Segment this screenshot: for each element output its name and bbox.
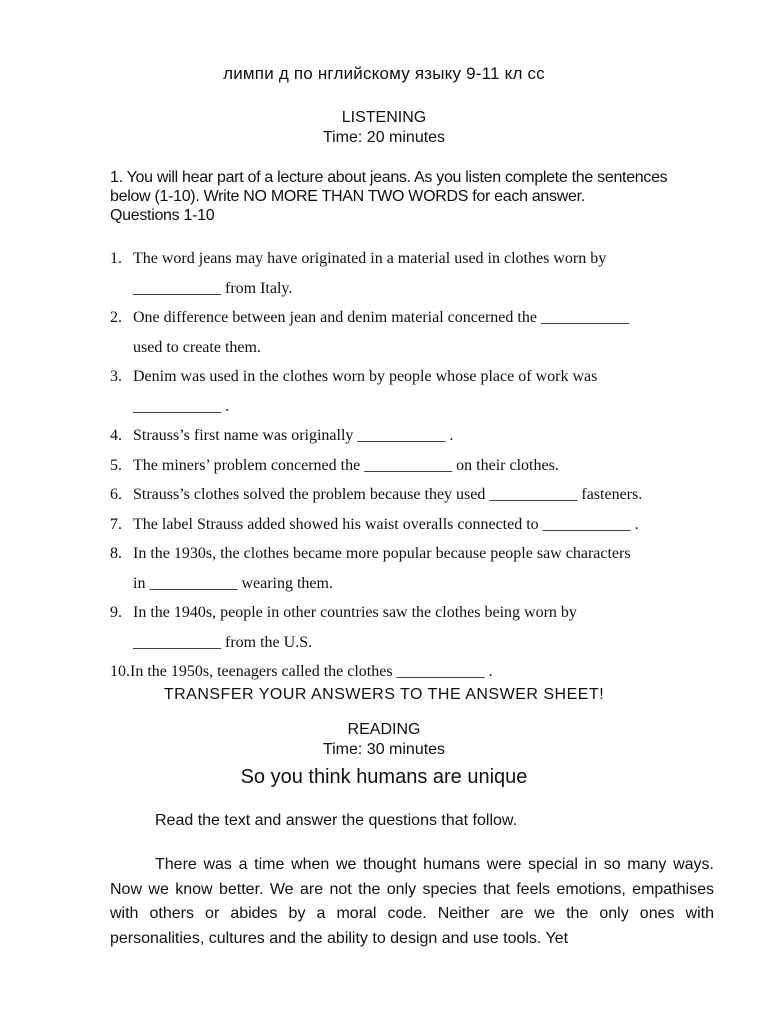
- question-line: In the 1940s, people in other countries saw the clothes being worn by: [133, 604, 577, 621]
- question-number: 4.: [110, 427, 122, 444]
- question-text: [133, 598, 714, 657]
- question-item: [110, 421, 714, 451]
- task-instructions: 1. You will hear part of a lecture about jeans. As you listen complete the sentences below (1-10). Write NO MORE THAN TWO WORDS for each answer.: [110, 169, 668, 205]
- question-text: [133, 244, 714, 303]
- question-line: In the 1930s, the clothes became more popular because people saw characters: [133, 545, 631, 562]
- question-line: One difference between jean and denim material concerned the ___________: [133, 309, 629, 326]
- question-line: The word jeans may have originated in a material used in clothes worn by: [133, 250, 607, 267]
- text-title: So you think humans are unique: [240, 766, 528, 788]
- reading-paragraph: There was a time when we thought humans were special in so many ways. Now we know better. We are not the only species that feels emotions, empathises with others or abides by a moral code. Neither are we the only ones with personalities, cultures and the ability to design and use tools. Yet: [110, 856, 714, 947]
- question-text: In the 1950s, teenagers called the clothes ___________ .: [130, 663, 493, 680]
- question-item: [110, 539, 714, 598]
- questions-label: Questions 1-10: [110, 207, 215, 224]
- question-line: ___________ .: [133, 397, 229, 415]
- listening-title: LISTENING: [341, 109, 427, 126]
- question-number: 10.: [110, 663, 130, 680]
- question-number: 3.: [110, 368, 122, 385]
- olympiad-header: лимпи д по нглийскому языку 9-11 кл сс: [223, 64, 545, 83]
- reading-time: Time: 30 minutes: [322, 741, 446, 758]
- question-line: ___________ from the U.S.: [133, 633, 313, 651]
- question-text: Strauss’s first name was originally ___________ .: [133, 427, 454, 444]
- reading-instruction: Read the text and answer the questions that follow.: [155, 812, 518, 829]
- question-text: Strauss’s clothes solved the problem because they used ___________ fasteners.: [133, 486, 643, 503]
- question-line: Denim was used in the clothes worn by people whose place of work was: [133, 368, 598, 385]
- question-number: 8.: [110, 545, 122, 562]
- listening-task: [110, 168, 680, 225]
- question-number: 2.: [110, 309, 122, 326]
- reading-title: READING: [347, 721, 421, 738]
- question-number: 6.: [110, 486, 122, 503]
- question-number: 5.: [110, 456, 122, 474]
- question-item: [110, 303, 714, 362]
- transfer-note: TRANSFER YOUR ANSWERS TO THE ANSWER SHEET!: [163, 686, 605, 703]
- listening-time: Time: 20 minutes: [322, 129, 446, 146]
- question-text: [133, 303, 714, 362]
- question-number: 9.: [110, 604, 122, 621]
- question-line: in ___________ wearing them.: [133, 574, 333, 592]
- question-item: [110, 598, 714, 657]
- question-line: ___________ from Italy.: [133, 279, 293, 297]
- question-text: [133, 539, 714, 598]
- question-item: [110, 362, 714, 421]
- question-item: [110, 657, 714, 687]
- question-list: [110, 244, 714, 687]
- question-number: 1.: [110, 250, 122, 267]
- question-text: The label Strauss added showed his waist overalls connected to ___________ .: [133, 515, 639, 533]
- question-item: [110, 244, 714, 303]
- question-line: used to create them.: [133, 338, 261, 356]
- question-item: [110, 451, 714, 481]
- question-text: The miners’ problem concerned the ___________ on their clothes.: [133, 456, 559, 474]
- question-text: [133, 362, 714, 421]
- question-number: 7.: [110, 515, 122, 533]
- question-item: [110, 510, 714, 540]
- question-item: [110, 480, 714, 510]
